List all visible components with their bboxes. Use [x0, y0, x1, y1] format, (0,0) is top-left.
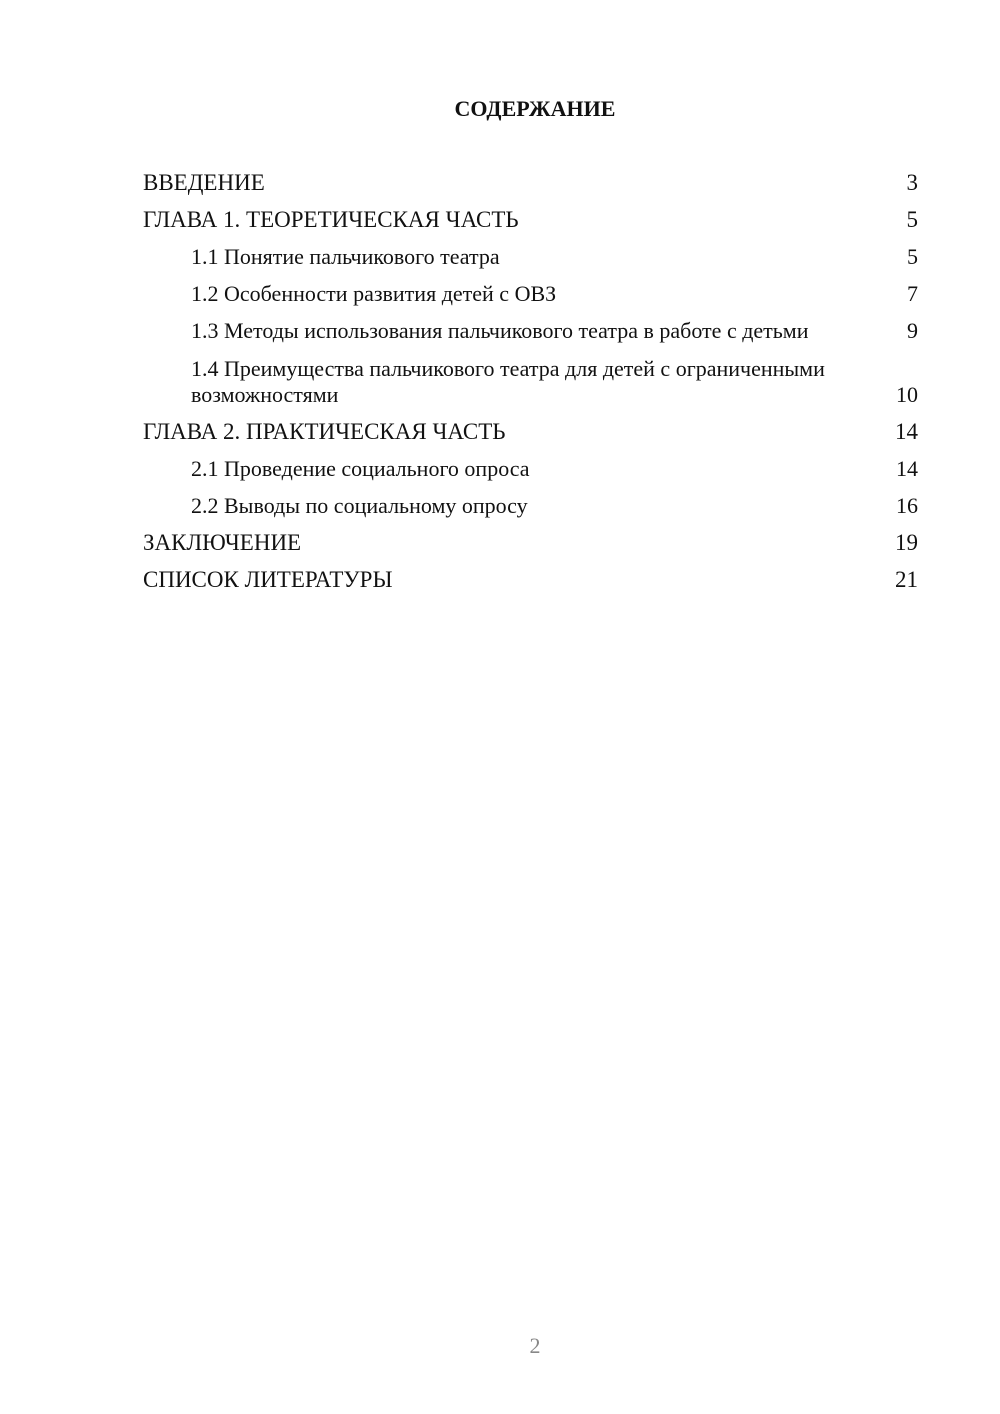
toc-entry-section-1-3 — [143, 318, 918, 344]
toc-entry-page: 16 — [896, 493, 918, 518]
toc-entry-page: 21 — [895, 567, 918, 592]
toc-entry-page: 5 — [906, 207, 918, 232]
toc-entry-conclusion — [143, 530, 918, 556]
toc-entry-section-2-1 — [143, 456, 918, 482]
toc-entry-page: 14 — [895, 419, 918, 444]
toc-entry-page: 10 — [896, 382, 918, 407]
toc-entry-introduction — [143, 170, 918, 196]
page-number: 2 — [529, 1333, 541, 1358]
toc-entry-page: 19 — [895, 530, 918, 555]
toc-entry-page: 9 — [907, 318, 918, 343]
toc-entry-chapter-2 — [143, 419, 918, 445]
toc-entry-label: 1.3 Методы использования пальчикового театра в работе с детьми — [191, 318, 809, 343]
toc-entry-chapter-1 — [143, 207, 918, 233]
toc-entry-page: 5 — [907, 244, 918, 269]
toc-entry-label: 1.1 Понятие пальчикового театра — [191, 244, 500, 269]
toc-entry-references — [143, 567, 918, 593]
toc-entry-label: СПИСОК ЛИТЕРАТУРЫ — [143, 567, 393, 592]
toc-entry-label: 2.1 Проведение социального опроса — [191, 456, 530, 481]
toc-entry-label: 1.4 Преимущества пальчикового театра для детей с ограниченными возможностями — [191, 356, 825, 407]
page-title: СОДЕРЖАНИЕ — [454, 96, 616, 121]
toc-entry-label: ЗАКЛЮЧЕНИЕ — [143, 530, 302, 555]
table-of-contents — [143, 170, 918, 593]
toc-entry-label: ГЛАВА 2. ПРАКТИЧЕСКАЯ ЧАСТЬ — [143, 419, 506, 444]
toc-entry-section-1-1 — [143, 244, 918, 270]
toc-entry-section-1-4 — [143, 356, 918, 408]
toc-entry-page: 3 — [906, 170, 918, 195]
toc-entry-label: ВВЕДЕНИЕ — [143, 170, 265, 195]
toc-entry-section-1-2 — [143, 281, 918, 307]
toc-entry-page: 7 — [907, 281, 918, 306]
toc-entry-label: ГЛАВА 1. ТЕОРЕТИЧЕСКАЯ ЧАСТЬ — [143, 207, 519, 232]
toc-entry-label: 1.2 Особенности развития детей с ОВЗ — [191, 281, 557, 306]
toc-entry-page: 14 — [896, 456, 918, 481]
toc-entry-label: 2.2 Выводы по социальному опросу — [191, 493, 528, 518]
toc-entry-section-2-2 — [143, 493, 918, 519]
